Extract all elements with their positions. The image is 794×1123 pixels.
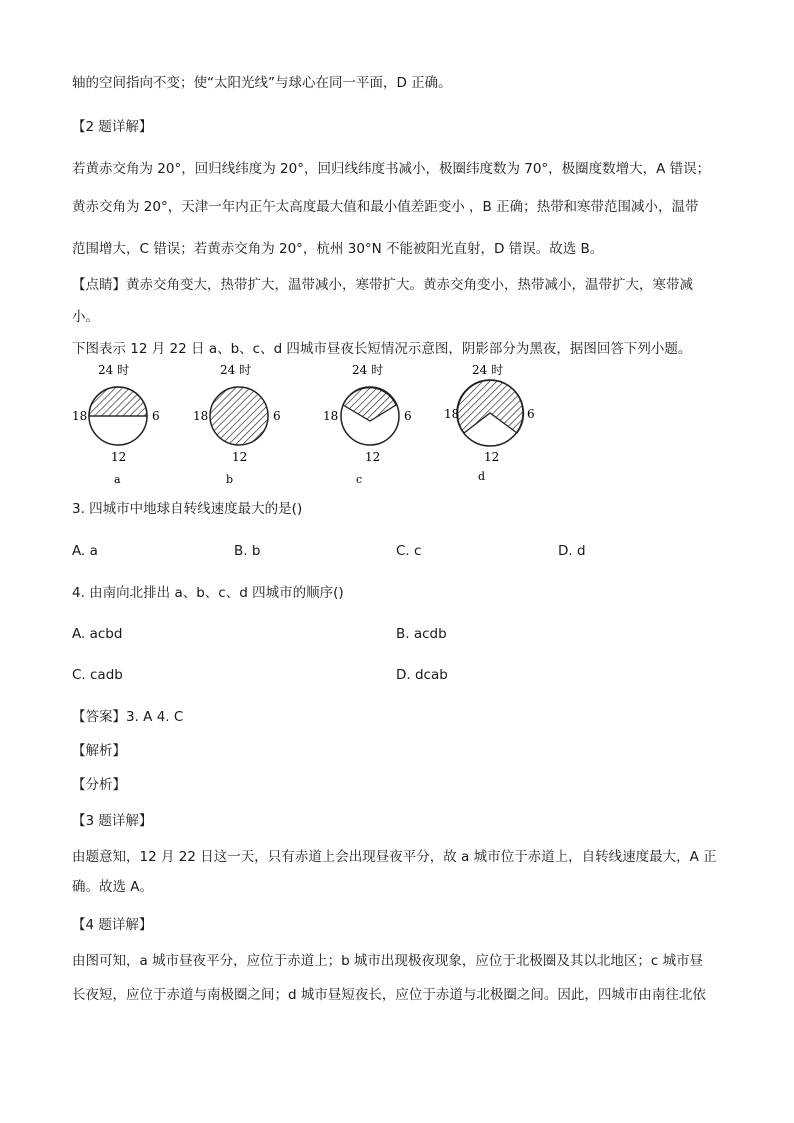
night-shading — [210, 387, 268, 445]
city-name: d — [478, 470, 486, 483]
fenxi-heading: 【分析】 — [72, 777, 126, 793]
q3-option-d: D. d — [558, 543, 586, 559]
q4-option-c: C. cadb — [72, 667, 123, 683]
q4-option-d: D. dcab — [396, 667, 448, 683]
city-c-dial — [323, 362, 412, 486]
dial-right-label: 6 — [404, 409, 412, 423]
answer-line: 【答案】3. A 4. C — [72, 709, 184, 725]
q3-option-c: C. c — [396, 543, 422, 559]
city-a-dial — [72, 362, 160, 486]
dial-right-label: 6 — [273, 409, 281, 423]
question-4-stem: 4. 由南向北排出 a、b、c、d 四城市的顺序() — [72, 585, 344, 601]
city-d-dial — [444, 362, 535, 483]
detail-3-heading: 【3 题详解】 — [72, 813, 153, 829]
dial-left-label: 18 — [444, 407, 460, 421]
detail-4-line: 由图可知，a 城市昼夜平分，应位于赤道上；b 城市出现极夜现象，应位于北极圈及其以北地区；c 城市昼 — [72, 953, 704, 969]
detail-4-line: 长夜短，应位于赤道与南极圈之间；d 城市昼短夜长，应位于赤道与北极圈之间。因此，四城市由南往北依 — [72, 987, 706, 1003]
q4-option-a: A. acbd — [72, 626, 123, 642]
city-name: c — [356, 473, 363, 486]
tip-line: 【点睛】黄赤交角变大，热带扩大，温带减小，寒带扩大。黄赤交角变小，热带减小，温带扩大，寒带减 — [72, 277, 693, 293]
dial-bottom-label: 12 — [111, 450, 127, 464]
section-heading: 【2 题详解】 — [72, 119, 153, 135]
dial-right-label: 6 — [152, 409, 160, 423]
dial-left-label: 18 — [193, 409, 209, 423]
dial-top-label: 24 时 — [220, 363, 252, 377]
text-line: 若黄赤交角为 20°，回归线纬度为 20°，回归线纬度书减小，极圈纬度数为 70°，极圈度数增大，A 错误； — [72, 161, 711, 177]
detail-3-line: 由题意知，12 月 22 日这一天，只有赤道上会出现昼夜平分，故 a 城市位于赤道上，自转线速度最大，A 正 — [72, 849, 717, 865]
dial-top-label: 24 时 — [352, 363, 384, 377]
dial-bottom-label: 12 — [484, 450, 500, 464]
dial-top-label: 24 时 — [98, 363, 130, 377]
city-name: b — [226, 473, 234, 486]
detail-4-heading: 【4 题详解】 — [72, 917, 153, 933]
city-name: a — [114, 473, 121, 486]
dial-bottom-label: 12 — [232, 450, 248, 464]
q3-option-a: A. a — [72, 543, 98, 559]
city-b-dial — [193, 362, 281, 486]
night-shading — [89, 387, 147, 416]
text-line: 黄赤交角为 20°，天津一年内正午太高度最大值和最小值差距变小 ，B 正确；热带和寒带范围减小，温带 — [72, 199, 699, 215]
dial-left-label: 18 — [323, 409, 339, 423]
text-line: 范围增大，C 错误；若黄赤交角为 20°，杭州 30°N 不能被阳光直射，D 错误。故选 B。 — [72, 241, 604, 257]
question-intro: 下图表示 12 月 22 日 a、b、c、d 四城市昼夜长短情况示意图，阴影部分为黑夜，据图回答下列小题。 — [72, 341, 692, 357]
dial-bottom-label: 12 — [365, 450, 381, 464]
day-night-diagram — [60, 358, 620, 488]
dial-right-label: 6 — [527, 407, 535, 421]
text-line: 轴的空间指向不变；使“太阳光线”与球心在同一平面，D 正确。 — [72, 75, 452, 91]
q3-option-b: B. b — [234, 543, 261, 559]
question-3-stem: 3. 四城市中地球自转线速度最大的是() — [72, 501, 303, 517]
analysis-heading: 【解析】 — [72, 743, 126, 759]
detail-3-line: 确。故选 A。 — [72, 879, 154, 895]
dial-left-label: 18 — [72, 409, 88, 423]
text-line: 小。 — [72, 309, 99, 325]
q4-option-b: B. acdb — [396, 626, 447, 642]
dial-top-label: 24 时 — [472, 363, 504, 377]
